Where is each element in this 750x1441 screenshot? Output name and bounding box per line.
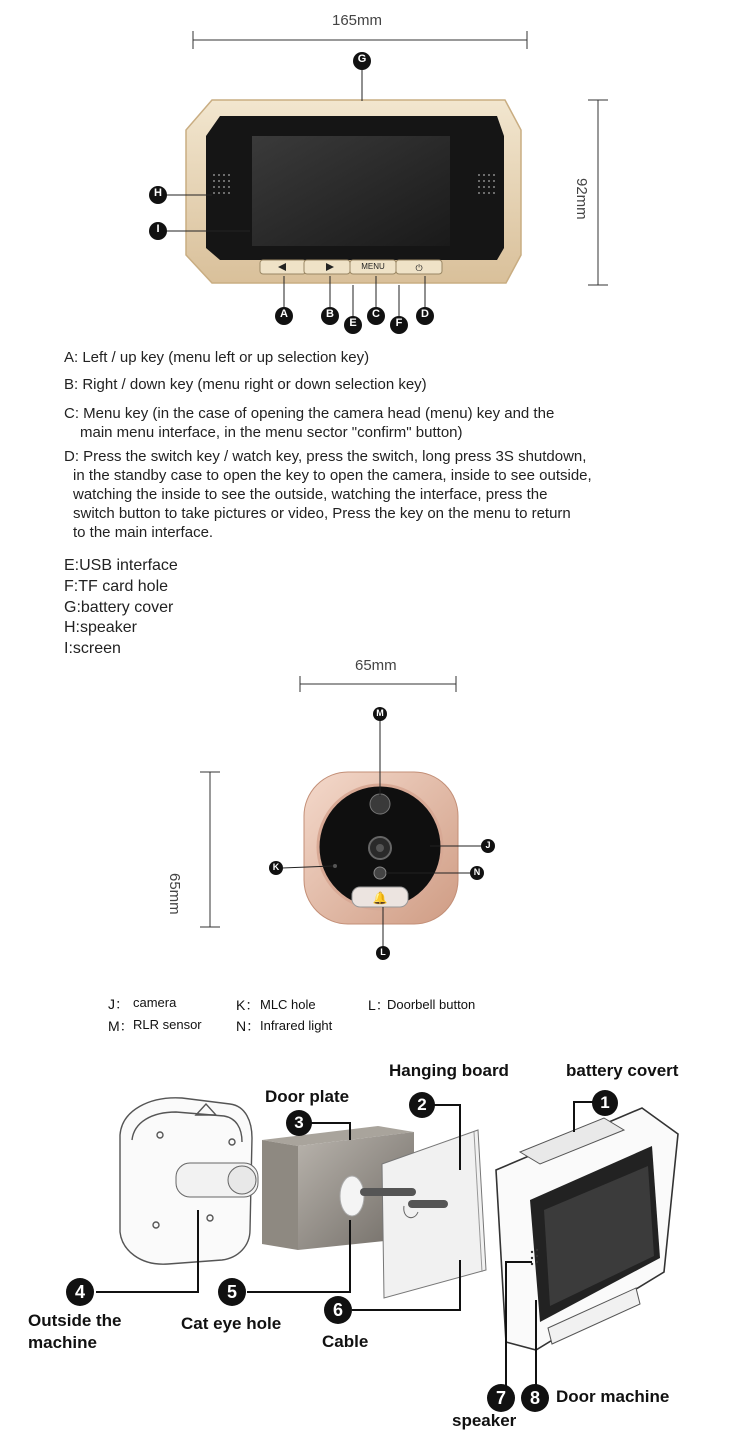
desc-h: H:speaker <box>64 619 137 636</box>
camera-height-label: 65mm <box>166 873 183 915</box>
desc-c-line2: main menu interface, in the menu sector "confirm" button) <box>80 424 463 441</box>
marker-g-label: G <box>357 53 367 65</box>
monitor-width-label: 165mm <box>332 12 383 29</box>
menu-key-label: MENU <box>361 262 385 271</box>
label-outside-line2: machine <box>28 1333 97 1352</box>
marker-3-label: 3 <box>294 1113 304 1132</box>
legend-k: MLC hole <box>260 997 316 1012</box>
desc-i: I:screen <box>64 640 121 657</box>
label-outside-line1: Outside the <box>28 1311 122 1330</box>
marker-j-label: J <box>485 840 491 850</box>
desc-f: F:TF card hole <box>64 578 169 595</box>
monitor-height-label: 92mm <box>573 178 590 220</box>
desc-d-line3: watching the inside to see the outside, watching the interface, press the <box>73 486 548 503</box>
marker-b-label: B <box>326 308 334 320</box>
camera-unit-diagram <box>0 650 750 970</box>
monitor-width-dimension <box>193 31 527 49</box>
label-door-plate: Door plate <box>265 1087 350 1106</box>
label-door-machine: Door machine <box>556 1387 670 1406</box>
marker-6-label: 6 <box>332 1300 343 1320</box>
desc-d-line2: in the standby case to open the key to open the camera, inside to see outside, <box>73 467 592 484</box>
marker-8-label: 8 <box>529 1388 540 1408</box>
label-cable: Cable <box>322 1332 369 1351</box>
legend-j: camera <box>133 995 177 1010</box>
legend-l-key: L： <box>368 997 390 1013</box>
label-hanging-board: Hanging board <box>389 1061 509 1080</box>
marker-h-label: H <box>154 187 162 199</box>
marker-d-label: D <box>421 308 429 320</box>
camera-width-dimension <box>300 676 456 692</box>
legend-n: Infrared light <box>260 1018 333 1033</box>
legend-m-key: M： <box>108 1018 134 1034</box>
marker-5-label: 5 <box>226 1282 237 1302</box>
desc-e: E:USB interface <box>64 557 178 574</box>
label-speaker: speaker <box>452 1411 517 1430</box>
marker-k-label: K <box>272 862 280 872</box>
marker-n-label: N <box>473 867 481 877</box>
desc-g: G:battery cover <box>64 599 174 616</box>
legend-k-key: K： <box>236 997 260 1013</box>
infrared-light <box>374 867 386 879</box>
camera-width-label: 65mm <box>355 657 397 674</box>
desc-b: B: Right / down key (menu right or down selection key) <box>64 376 427 393</box>
marker-e-label: E <box>349 317 357 329</box>
marker-4-label: 4 <box>74 1282 85 1302</box>
marker-f-label: F <box>395 317 403 329</box>
monitor-diagram <box>0 0 750 340</box>
marker-i-label: I <box>156 223 160 235</box>
desc-a: A: Left / up key (menu left or up selection key) <box>64 349 370 366</box>
door-machine <box>496 1108 678 1350</box>
marker-2-label: 2 <box>417 1095 427 1114</box>
desc-d-line5: to the main interface. <box>73 524 214 541</box>
label-cat-eye-hole: Cat eye hole <box>181 1314 282 1333</box>
marker-m-label: M <box>376 708 384 718</box>
legend-l: Doorbell button <box>387 997 476 1012</box>
desc-c-line1: C: Menu key (in the case of opening the camera head (menu) key and the <box>64 405 555 422</box>
marker-1-label: 1 <box>600 1093 610 1112</box>
camera-height-dimension <box>200 772 220 927</box>
legend-j-key: J： <box>108 996 129 1012</box>
mlc-hole <box>333 864 337 868</box>
desc-d-line4: switch button to take pictures or video, Press the key on the menu to return <box>73 505 571 522</box>
marker-l-label: L <box>380 947 386 957</box>
installation-diagram <box>0 1060 750 1440</box>
monitor-height-dimension <box>588 100 608 285</box>
switch-key-glyph: ⏻ <box>415 263 423 273</box>
rlr-sensor <box>370 794 390 814</box>
label-battery-covert: battery covert <box>566 1061 679 1080</box>
monitor-screen <box>252 136 450 246</box>
cat-eye-hole-opening <box>340 1176 364 1216</box>
marker-7-label: 7 <box>495 1388 506 1408</box>
bell-icon: 🔔 <box>372 891 388 905</box>
desc-d-line1: D: Press the switch key / watch key, press the switch, long press 3S shutdown, <box>64 448 587 465</box>
legend-m: RLR sensor <box>133 1017 202 1032</box>
marker-c-label: C <box>372 308 380 320</box>
marker-a-label: A <box>280 308 288 320</box>
legend-n-key: N： <box>236 1018 261 1034</box>
